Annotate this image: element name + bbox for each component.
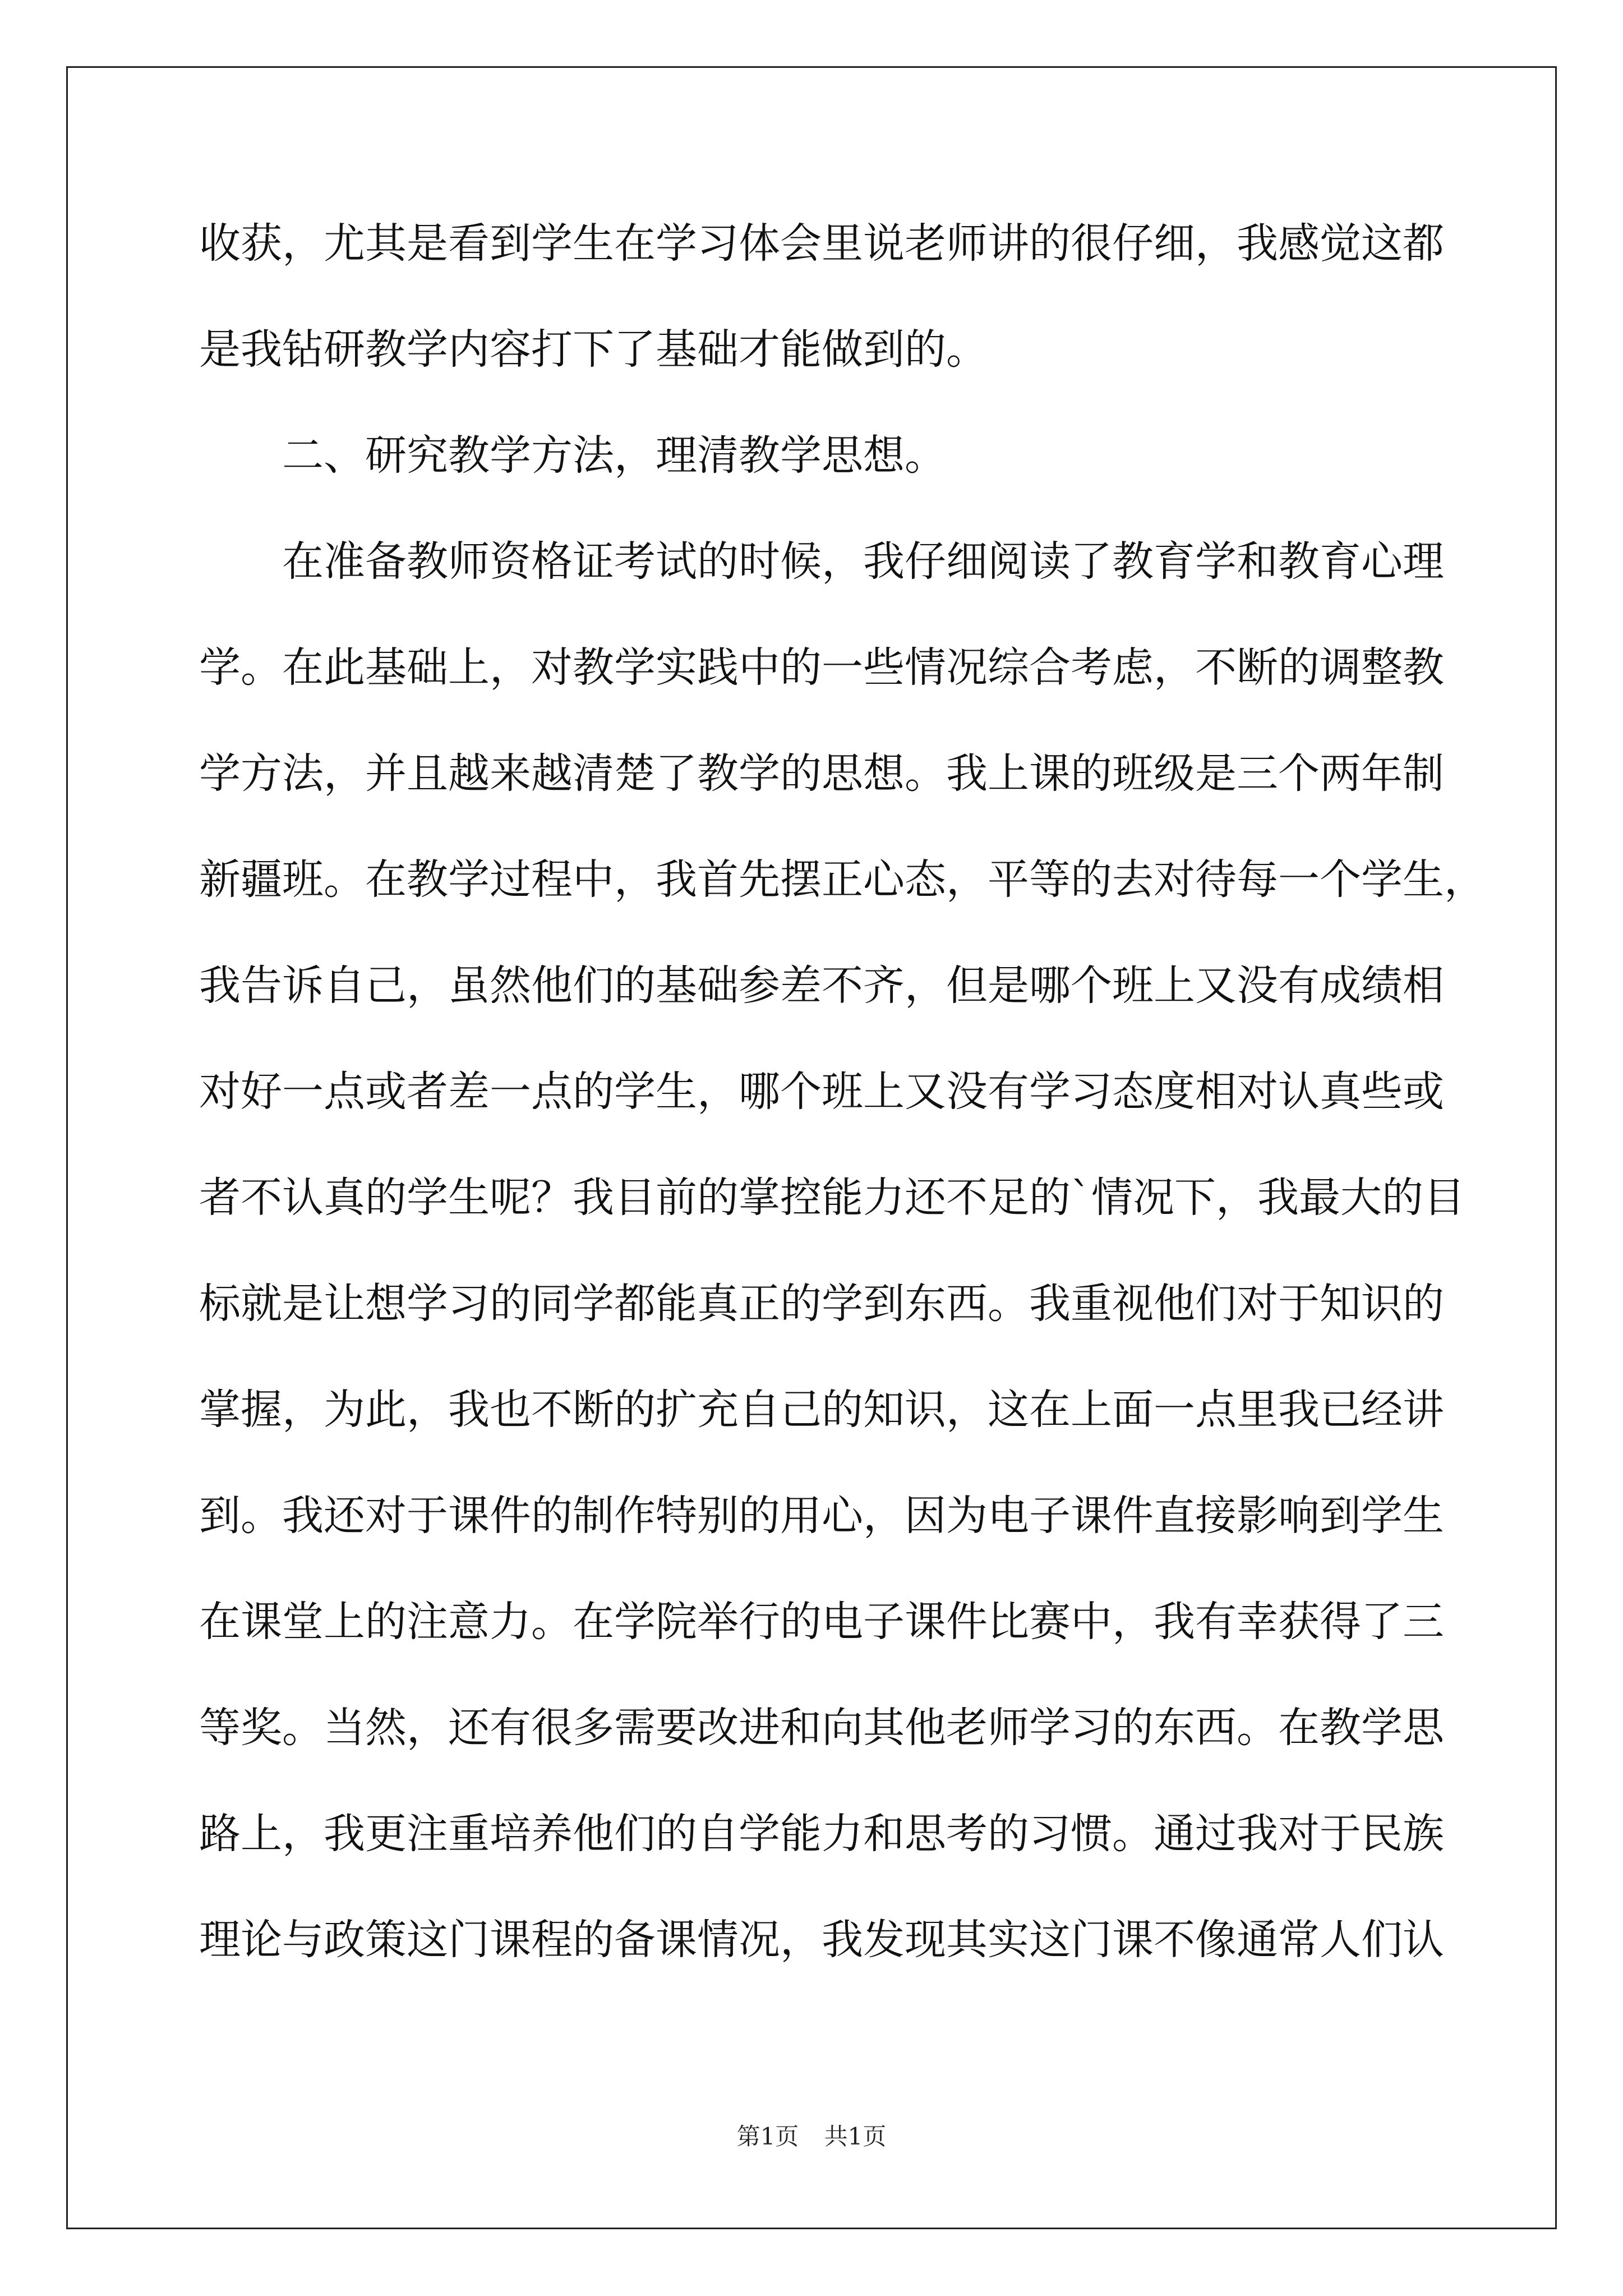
text-line-8: 我告诉自己，虽然他们的基础参差不齐，但是哪个班上又没有成绩相: [199, 961, 1444, 1010]
page-total: 共1页: [824, 2123, 887, 2150]
text-line-9: 对好一点或者差一点的学生，哪个班上又没有学习态度相对认真些或: [199, 1068, 1444, 1116]
document-body: [199, 219, 1486, 2022]
section-heading: 二、研究教学方法，理清教学思想。: [282, 431, 946, 480]
text-line-6: 学方法，并且越来越清楚了教学的思想。我上课的班级是三个两年制: [199, 749, 1444, 798]
text-line-2: 是我钻研教学内容打下了基础才能做到的。: [199, 325, 988, 374]
text-line-4: 在准备教师资格证考试的时候，我仔细阅读了教育学和教育心理: [282, 537, 1444, 586]
text-line-15: 等奖。当然，还有很多需要改进和向其他老师学习的东西。在教学思: [199, 1704, 1444, 1752]
text-line-11: 标就是让想学习的同学都能真正的学到东西。我重视他们对于知识的: [199, 1280, 1444, 1328]
page-number: 第1页: [736, 2123, 799, 2150]
text-line-12: 掌握，为此，我也不断的扩充自己的知识，这在上面一点里我已经讲: [199, 1386, 1444, 1434]
text-line-14: 在课堂上的注意力。在学院举行的电子课件比赛中，我有幸获得了三: [199, 1598, 1444, 1646]
page-footer: [0, 2118, 1623, 2152]
text-line-13: 到。我还对于课件的制作特别的用心，因为电子课件直接影响到学生: [199, 1492, 1444, 1540]
text-line-7: 新疆班。在教学过程中，我首先摆正心态，平等的去对待每一个学生，: [199, 855, 1486, 904]
text-line-17: 理论与政策这门课程的备课情况，我发现其实这门课不像通常人们认: [199, 1916, 1444, 1964]
text-line-16: 路上，我更注重培养他们的自学能力和思考的习惯。通过我对于民族: [199, 1810, 1444, 1858]
text-line-10: 者不认真的学生呢？我目前的掌控能力还不足的`情况下，我最大的目: [199, 1174, 1465, 1222]
text-line-1: 收获，尤其是看到学生在学习体会里说老师讲的很仔细，我感觉这都: [199, 219, 1444, 268]
text-line-5: 学。在此基础上，对教学实践中的一些情况综合考虑，不断的调整教: [199, 643, 1444, 692]
